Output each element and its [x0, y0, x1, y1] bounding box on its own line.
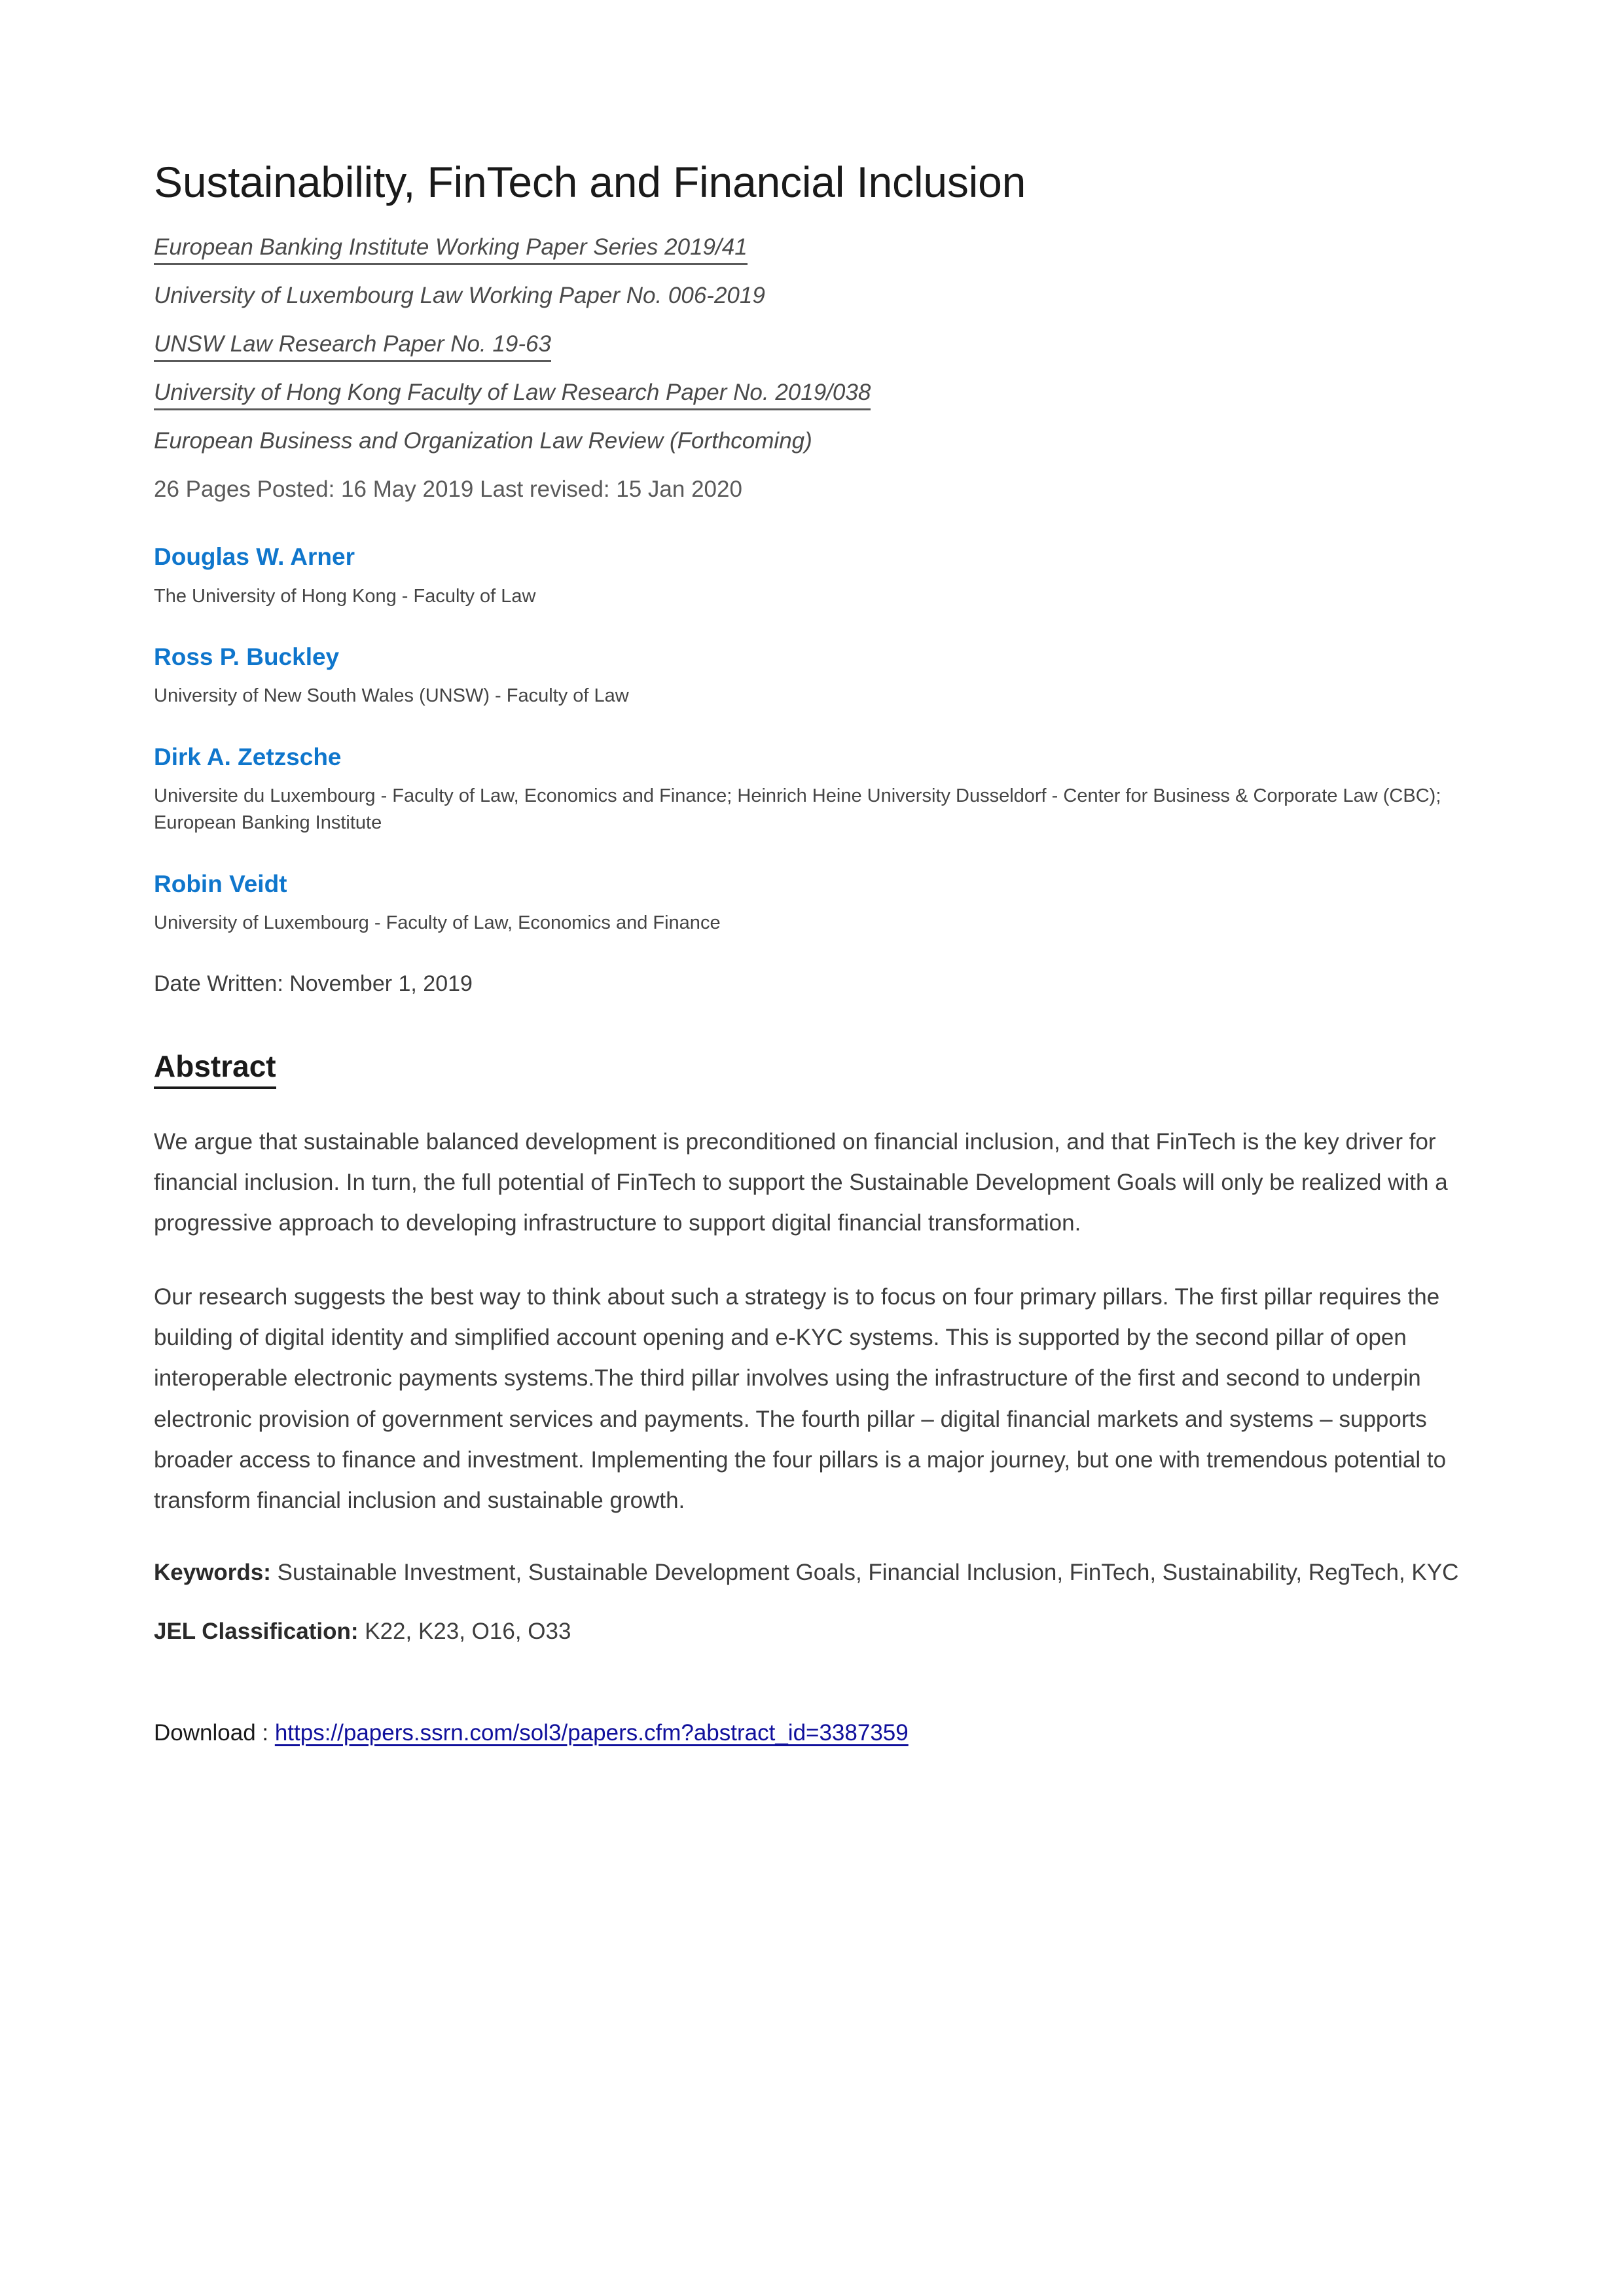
- document-content: [154, 157, 1470, 1748]
- abstract-paragraph: Our research suggests the best way to think about such a strategy is to focus on four primary pillars. The first pillar requires the building of digital identity and simplified account opening and e-KYC systems. This is supported by the second pillar of open interoperable electronic payments systems.The third pillar involves using the infrastructure of the first and second to underpin electronic provision of government services and payments. The fourth pillar – digital financial markets and systems – supports broader access to finance and investment. Implementing the four pillars is a major journey, but one with tremendous potential to transform financial inclusion and sustainable growth.: [154, 1283, 1447, 1514]
- series-line-text: European Banking Institute Working Paper Series 2019/41: [154, 234, 748, 265]
- page-title: Sustainability, FinTech and Financial Inclusion: [154, 158, 1026, 206]
- abstract-heading: Abstract: [154, 1050, 276, 1089]
- series-line: [154, 236, 1470, 259]
- jel-classification-row: [154, 1613, 1470, 1650]
- author-affiliation: Universite du Luxembourg - Faculty of Law, Economics and Finance; Heinrich Heine University Dusseldorf - Center for Business & Corporate Law (CBC); European Banking Institute: [154, 785, 1441, 834]
- author-list: [154, 544, 1470, 997]
- author-affiliation: University of New South Wales (UNSW) - Faculty of Law: [154, 685, 629, 707]
- author-name-link[interactable]: Douglas W. Arner: [154, 543, 355, 570]
- series-line: [154, 429, 1470, 452]
- author-entry: [154, 871, 1470, 937]
- keywords-row: [154, 1554, 1470, 1591]
- series-line: [154, 284, 1470, 307]
- series-line-text: UNSW Law Research Paper No. 19-63: [154, 331, 551, 362]
- date-written: Date Written: November 1, 2019: [154, 971, 473, 997]
- author-name-link[interactable]: Dirk A. Zetzsche: [154, 743, 342, 770]
- abstract-paragraph: We argue that sustainable balanced development is preconditioned on financial inclusion, and that FinTech is the key driver for financial inclusion. In turn, the full potential of FinTech to support the Sustainable Development Goals will only be realized with a progressive approach to developing infrastructure to support digital financial transformation.: [154, 1128, 1448, 1236]
- series-line-text: University of Luxembourg Law Working Paper No. 006-2019: [154, 282, 765, 308]
- posted-info: 26 Pages Posted: 16 May 2019 Last revised: 15 Jan 2020: [154, 476, 742, 502]
- download-link[interactable]: https://papers.ssrn.com/sol3/papers.cfm?abstract_id=3387359: [274, 1719, 909, 1746]
- keywords-value: Sustainable Investment, Sustainable Development Goals, Financial Inclusion, FinTech, Sustainability, RegTech, KYC: [270, 1559, 1459, 1585]
- series-line: [154, 332, 1470, 355]
- keywords-label: Keywords:: [154, 1559, 271, 1585]
- series-line-text: European Business and Organization Law Review (Forthcoming): [154, 427, 812, 454]
- download-row: [154, 1718, 1470, 1748]
- author-entry: [154, 544, 1470, 610]
- jel-classification-value: K22, K23, O16, O33: [358, 1618, 571, 1644]
- author-name-link[interactable]: Robin Veidt: [154, 870, 287, 897]
- jel-classification-label: JEL Classification:: [154, 1618, 359, 1644]
- author-affiliation: The University of Hong Kong - Faculty of Law: [154, 585, 536, 607]
- author-entry: [154, 644, 1470, 710]
- author-name-link[interactable]: Ross P. Buckley: [154, 643, 340, 670]
- series-line: [154, 381, 1470, 404]
- author-entry: [154, 744, 1470, 837]
- author-affiliation: University of Luxembourg - Faculty of Law, Economics and Finance: [154, 912, 721, 934]
- series-line-text: University of Hong Kong Faculty of Law Research Paper No. 2019/038: [154, 380, 871, 410]
- series-list: [154, 236, 1470, 501]
- download-label: Download :: [154, 1719, 275, 1746]
- abstract-body: [154, 1122, 1470, 1650]
